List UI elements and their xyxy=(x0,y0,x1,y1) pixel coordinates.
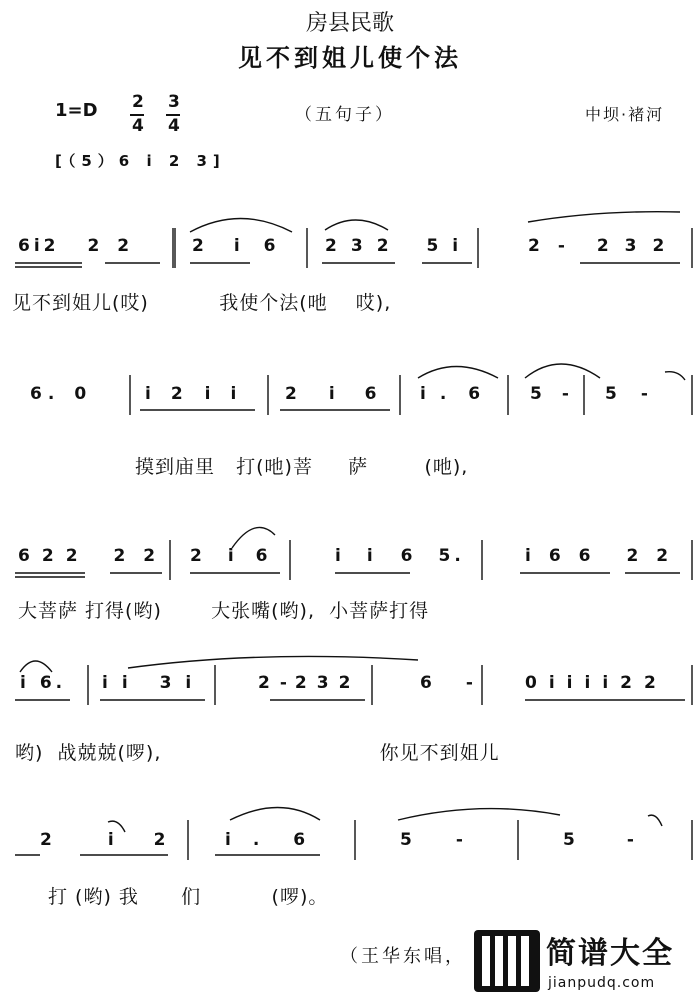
system-5-bar-3: 5 - xyxy=(400,830,467,850)
meter-1-top: 2 xyxy=(132,92,144,112)
system-4-notes: i 6. xyxy=(20,673,67,693)
watermark-url: jianpudq.com xyxy=(548,975,656,991)
song-form: （五句子） xyxy=(295,105,395,125)
meter-2-bottom: 4 xyxy=(168,116,180,136)
system-3-bar-3: i i 6 5. xyxy=(335,546,465,566)
system-2-bar-4: i . 6 xyxy=(420,384,485,404)
system-5-lyrics: 打 (哟) 我 们 (啰)。 xyxy=(48,886,329,908)
system-3-notes: 6 2 2 2 2 xyxy=(18,546,160,566)
system-4-bar-4: 6 - xyxy=(420,673,477,693)
system-1-bar-3: 2 3 2 5 i xyxy=(325,236,463,256)
piano-logo-icon xyxy=(474,930,540,992)
key-signature: 1=D xyxy=(55,100,98,121)
system-2-bar-2: i 2 i i xyxy=(145,384,241,404)
system-1-bar-4: 2 - 2 3 2 xyxy=(528,236,669,256)
system-2-bar-6: 5 - xyxy=(605,384,652,404)
meter-1-bottom: 4 xyxy=(132,116,144,136)
system-2-notes: 6. 0 xyxy=(30,384,93,404)
system-4-lyrics: 哟) 战兢兢(啰), 你见不到姐儿 xyxy=(15,742,500,764)
system-3-bar-4: i 6 6 2 2 xyxy=(525,546,673,566)
system-2-lyrics: 摸到庙里 打(吔)菩 萨 (吔), xyxy=(135,456,469,478)
song-subtitle: 房县民歌 xyxy=(305,11,394,36)
system-3-lyrics: 大菩萨 打得(哟) 大张嘴(哟), 小菩萨打得 xyxy=(18,600,430,622)
system-5-bar-4: 5 - xyxy=(563,830,638,850)
intro-phrase: [（5）6 i 2 3] xyxy=(55,152,226,170)
singer-credit: （王华东唱， xyxy=(340,946,466,967)
watermark-title: 简谱大全 xyxy=(546,936,674,971)
system-4-bar-2: i i 3 i xyxy=(102,673,196,693)
system-2-bar-3: 2 i 6 xyxy=(285,384,381,404)
system-1-notes: 6i2 2 2 xyxy=(18,236,134,256)
system-1-lyrics: 见不到姐儿(哎) 我使个法(吔 哎), xyxy=(12,292,392,314)
system-3-bar-2: 2 i 6 xyxy=(190,546,272,566)
system-2-bar-5: 5 - xyxy=(530,384,573,404)
system-4-bar-3: 2 - 2 3 2 xyxy=(258,673,355,693)
system-5-notes: 2 i 2 xyxy=(40,830,170,850)
song-source: 中坝·褚河 xyxy=(585,105,665,124)
song-title: 见不到姐儿使个法 xyxy=(238,44,462,72)
system-4-bar-5: 0 i i i i 2 2 xyxy=(525,673,660,693)
meter-2-top: 3 xyxy=(168,92,180,112)
system-5-bar-2: i . 6 xyxy=(225,830,310,850)
system-1-bar-2: 2 i 6 xyxy=(192,236,280,256)
